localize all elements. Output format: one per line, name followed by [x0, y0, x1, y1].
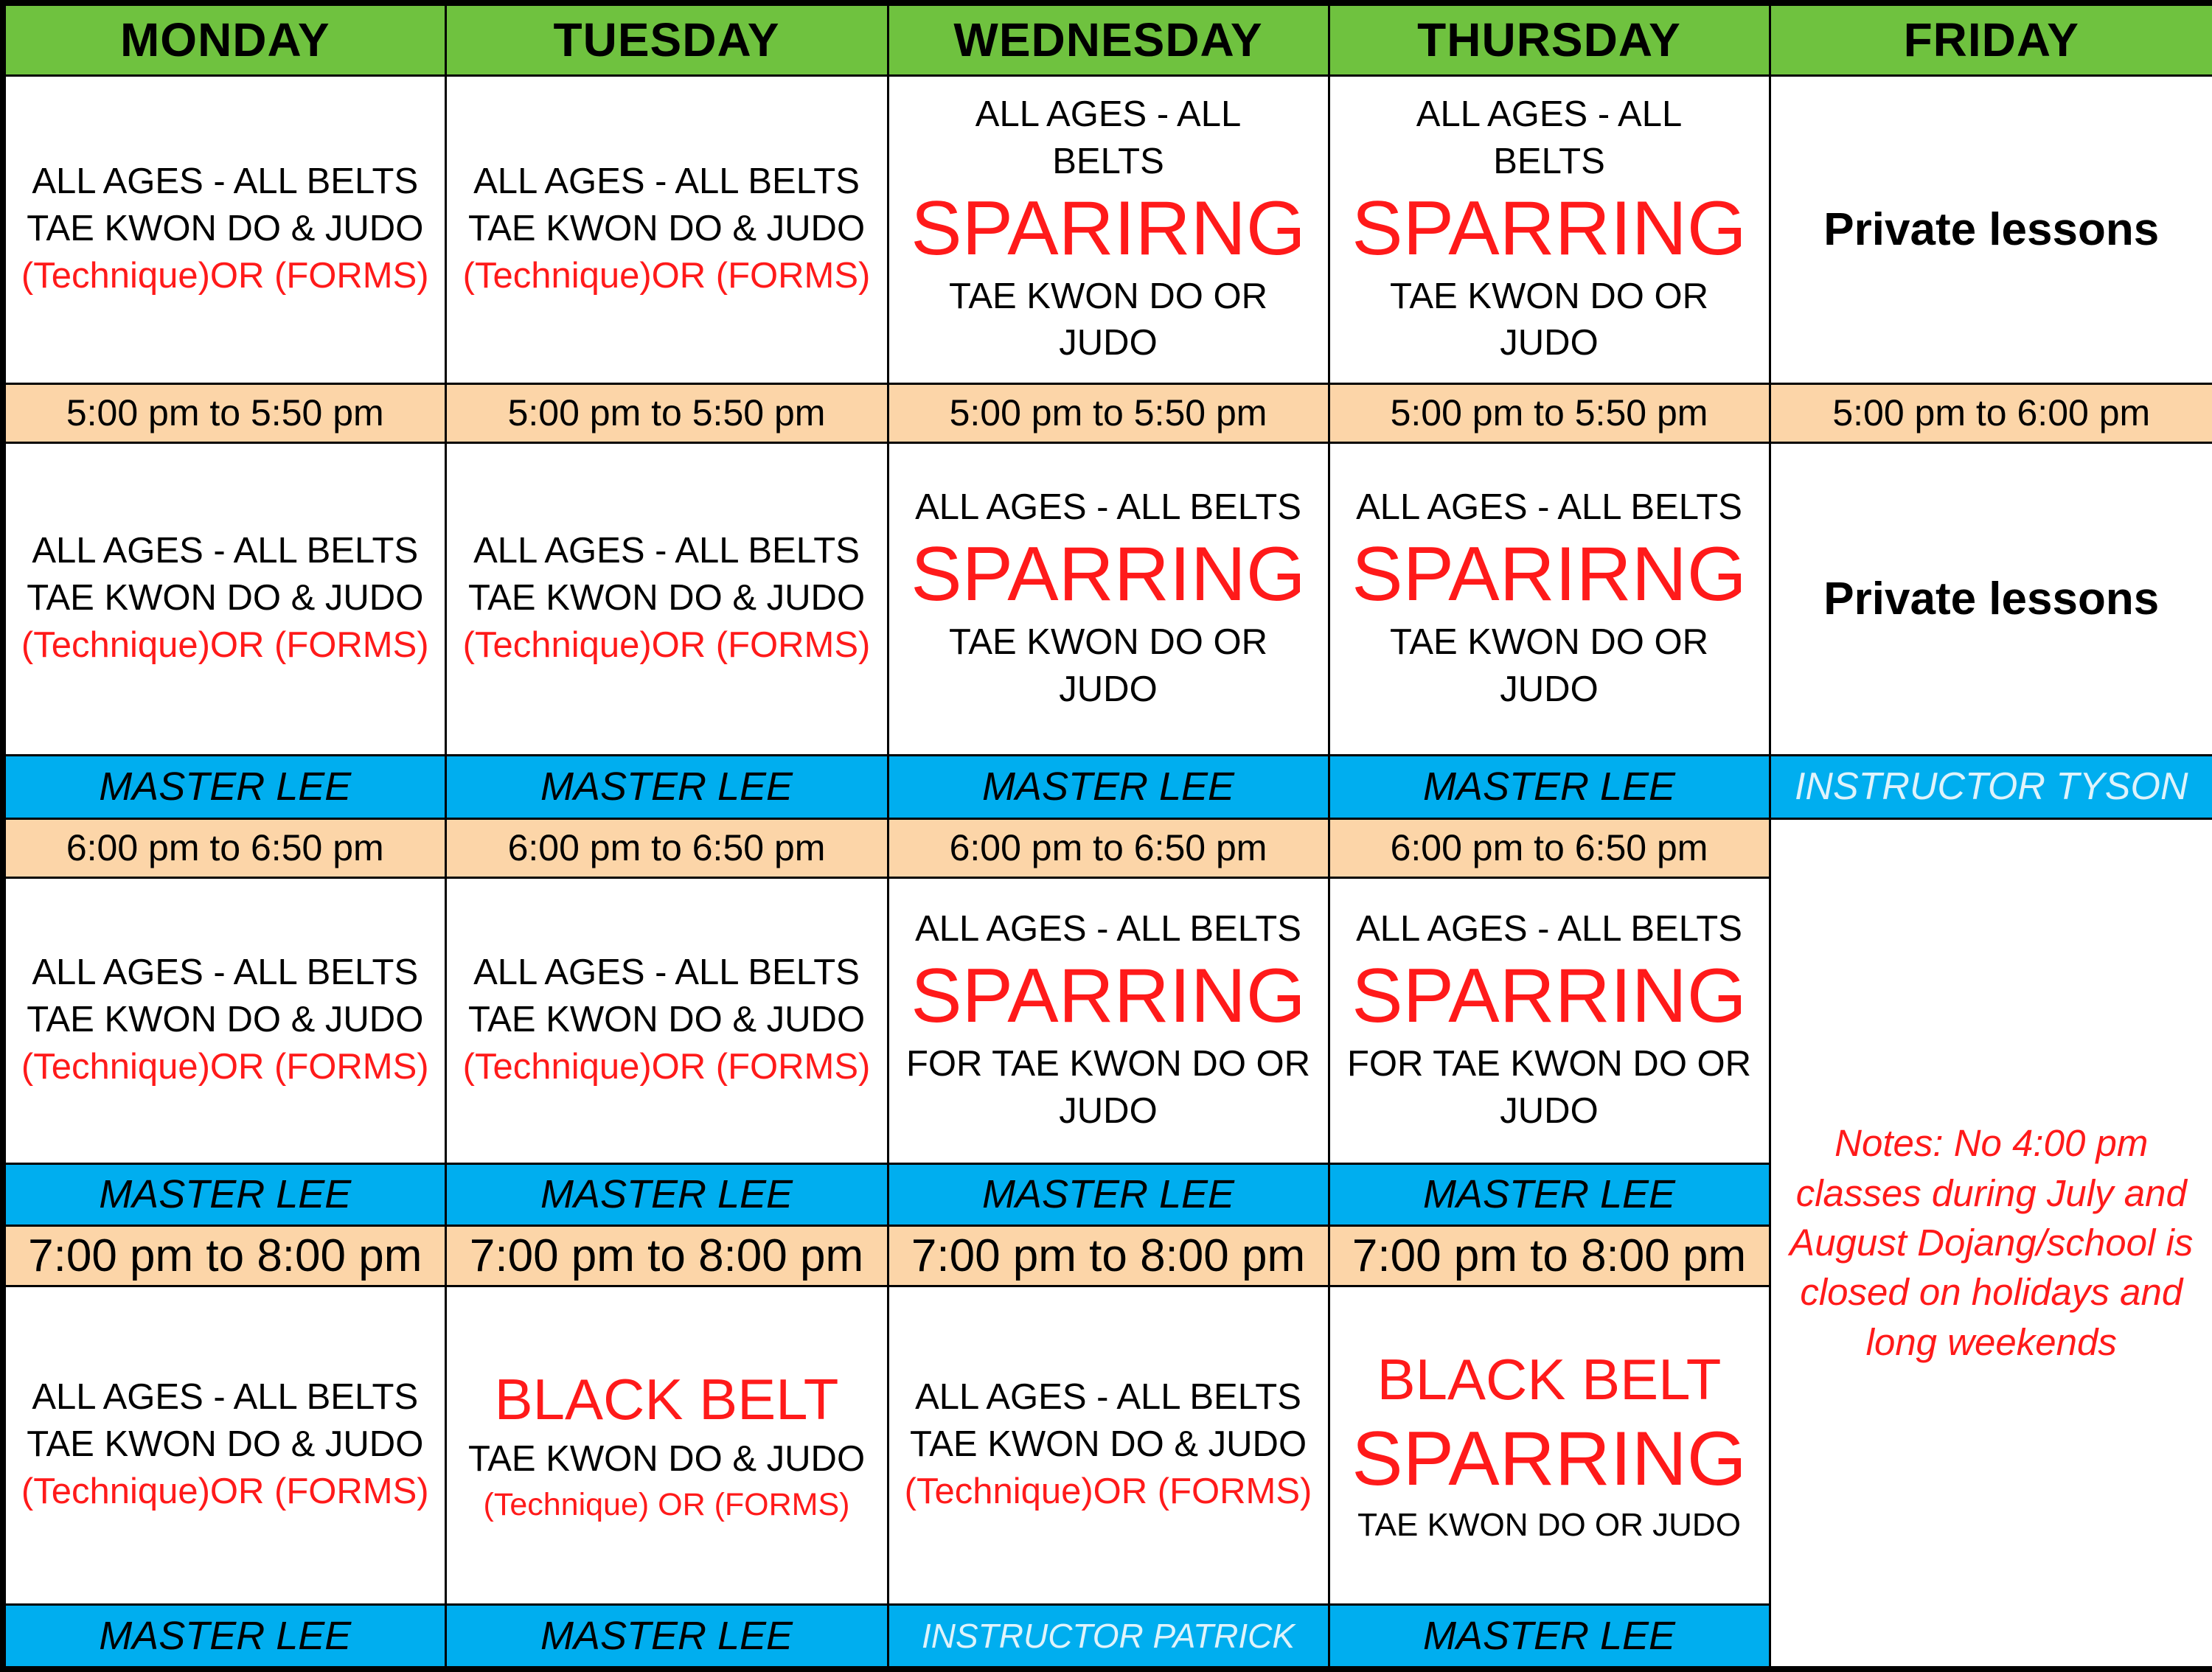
private-lessons-cell-fri-1: Private lessons [1770, 75, 2212, 383]
class-cell-mon-2 [3, 442, 445, 755]
class-type-title: SPARIRNG [889, 185, 1328, 274]
class-level-title: BLACK BELT [1330, 1344, 1769, 1416]
class-row-2 [3, 442, 2212, 755]
class-type-title: SPARIRNG [1330, 531, 1769, 619]
audience-text: ALL AGES - ALL BELTS [6, 1374, 445, 1421]
time-slot-tue-1: 5:00 pm to 5:50 pm [445, 383, 888, 442]
class-cell-tue-4 [445, 1286, 888, 1604]
focus-text: (Technique)OR (FORMS) [6, 1469, 445, 1516]
audience-text: ALL AGES - ALL BELTS [889, 1374, 1328, 1421]
class-cell-tue-2 [445, 442, 888, 755]
focus-text: (Technique)OR (FORMS) [447, 253, 887, 300]
class-cell-wed-3 [888, 877, 1329, 1163]
discipline-text-cont: JUDO [1330, 666, 1769, 714]
discipline-text: TAE KWON DO & JUDO [447, 1436, 887, 1483]
instructor-thu-3: MASTER LEE [1329, 1604, 1770, 1669]
time-slot-wed-1: 5:00 pm to 5:50 pm [888, 383, 1329, 442]
focus-text: (Technique)OR (FORMS) [447, 622, 887, 669]
class-type-title: SPARRING [1330, 1415, 1769, 1504]
class-cell-tue-3 [445, 877, 888, 1163]
audience-text: ALL AGES - ALL BELTS [889, 906, 1328, 953]
instructor-fri-1: INSTRUCTOR TYSON [1770, 755, 2212, 818]
discipline-text: FOR TAE KWON DO OR [889, 1041, 1328, 1088]
discipline-text-cont: JUDO [889, 1088, 1328, 1135]
focus-text: (Technique)OR (FORMS) [889, 1469, 1328, 1516]
discipline-text: TAE KWON DO & JUDO [447, 206, 887, 253]
instructor-wed-2: MASTER LEE [888, 1163, 1329, 1225]
focus-text: (Technique)OR (FORMS) [447, 1044, 887, 1091]
time-slot-wed-3: 7:00 pm to 8:00 pm [888, 1225, 1329, 1286]
discipline-text: TAE KWON DO & JUDO [6, 1421, 445, 1469]
focus-text: (Technique)OR (FORMS) [6, 253, 445, 300]
class-cell-mon-1 [3, 75, 445, 383]
audience-text: ALL AGES - ALL BELTS [6, 159, 445, 206]
class-cell-wed-4 [888, 1286, 1329, 1604]
focus-text: (Technique) OR (FORMS) [447, 1483, 887, 1526]
focus-text: (Technique)OR (FORMS) [6, 1044, 445, 1091]
instructor-tue-1: MASTER LEE [445, 755, 888, 818]
day-header-friday: FRIDAY [1770, 3, 2212, 75]
audience-text: ALL AGES - ALL BELTS [6, 528, 445, 575]
class-cell-wed-2 [888, 442, 1329, 755]
instructor-row-1 [3, 755, 2212, 818]
time-row-1 [3, 383, 2212, 442]
discipline-text: TAE KWON DO OR [1330, 274, 1769, 321]
audience-text-cont: BELTS [889, 139, 1328, 186]
instructor-tue-2: MASTER LEE [445, 1163, 888, 1225]
class-cell-thu-2 [1329, 442, 1770, 755]
notes-cell-fri [1770, 818, 2212, 1669]
class-row-1 [3, 75, 2212, 383]
class-cell-thu-4 [1329, 1286, 1770, 1604]
discipline-text: TAE KWON DO & JUDO [6, 206, 445, 253]
discipline-text-cont: JUDO [889, 320, 1328, 367]
time-slot-thu-1: 5:00 pm to 5:50 pm [1329, 383, 1770, 442]
audience-text: ALL AGES - ALL BELTS [447, 159, 887, 206]
day-header-monday: MONDAY [3, 3, 445, 75]
audience-text-cont: BELTS [1330, 139, 1769, 186]
discipline-text-cont: JUDO [1330, 1088, 1769, 1135]
time-slot-mon-1: 5:00 pm to 5:50 pm [3, 383, 445, 442]
class-cell-thu-1 [1329, 75, 1770, 383]
time-slot-thu-3: 7:00 pm to 8:00 pm [1329, 1225, 1770, 1286]
day-header-row [3, 3, 2212, 75]
discipline-text: TAE KWON DO OR [889, 619, 1328, 666]
focus-text: (Technique)OR (FORMS) [6, 622, 445, 669]
class-cell-tue-1 [445, 75, 888, 383]
discipline-text: TAE KWON DO OR JUDO [1330, 1504, 1769, 1546]
instructor-wed-3: INSTRUCTOR PATRICK [888, 1604, 1329, 1669]
private-lessons-cell-fri-2: Private lessons [1770, 442, 2212, 755]
discipline-text: TAE KWON DO & JUDO [6, 997, 445, 1044]
audience-text: ALL AGES - ALL [1330, 91, 1769, 139]
day-header-tuesday: TUESDAY [445, 3, 888, 75]
audience-text: ALL AGES - ALL BELTS [447, 528, 887, 575]
audience-text: ALL AGES - ALL BELTS [1330, 484, 1769, 532]
discipline-text: TAE KWON DO & JUDO [447, 997, 887, 1044]
class-cell-wed-1 [888, 75, 1329, 383]
class-type-title: SPARRING [1330, 952, 1769, 1041]
day-header-thursday: THURSDAY [1329, 3, 1770, 75]
audience-text: ALL AGES - ALL BELTS [447, 950, 887, 997]
time-slot-fri-1: 5:00 pm to 6:00 pm [1770, 383, 2212, 442]
audience-text: ALL AGES - ALL [889, 91, 1328, 139]
day-header-wednesday: WEDNESDAY [888, 3, 1329, 75]
class-type-title: SPARRING [1330, 185, 1769, 274]
discipline-text: TAE KWON DO OR [889, 274, 1328, 321]
instructor-mon-3: MASTER LEE [3, 1604, 445, 1669]
class-cell-thu-3 [1329, 877, 1770, 1163]
time-slot-mon-2: 6:00 pm to 6:50 pm [3, 818, 445, 877]
instructor-tue-3: MASTER LEE [445, 1604, 888, 1669]
instructor-wed-1: MASTER LEE [888, 755, 1329, 818]
instructor-mon-2: MASTER LEE [3, 1163, 445, 1225]
instructor-thu-2: MASTER LEE [1329, 1163, 1770, 1225]
class-type-title: SPARRING [889, 531, 1328, 619]
audience-text: ALL AGES - ALL BELTS [6, 950, 445, 997]
discipline-text: TAE KWON DO & JUDO [6, 575, 445, 622]
audience-text: ALL AGES - ALL BELTS [889, 484, 1328, 532]
time-slot-thu-2: 6:00 pm to 6:50 pm [1329, 818, 1770, 877]
discipline-text-cont: JUDO [1330, 320, 1769, 367]
time-slot-wed-2: 6:00 pm to 6:50 pm [888, 818, 1329, 877]
discipline-text: TAE KWON DO & JUDO [889, 1421, 1328, 1469]
time-slot-tue-2: 6:00 pm to 6:50 pm [445, 818, 888, 877]
audience-text: ALL AGES - ALL BELTS [1330, 906, 1769, 953]
class-cell-mon-4 [3, 1286, 445, 1604]
discipline-text: TAE KWON DO & JUDO [447, 575, 887, 622]
discipline-text: FOR TAE KWON DO OR [1330, 1041, 1769, 1088]
schedule-notes: Notes: No 4:00 pm classes during July and August Dojang/school is closed on holidays and long weekends [1771, 1118, 2212, 1367]
instructor-mon-1: MASTER LEE [3, 755, 445, 818]
time-row-2 [3, 818, 2212, 877]
class-level-title: BLACK BELT [447, 1364, 887, 1436]
time-slot-tue-3: 7:00 pm to 8:00 pm [445, 1225, 888, 1286]
instructor-thu-1: MASTER LEE [1329, 755, 1770, 818]
class-type-title: SPARRING [889, 952, 1328, 1041]
discipline-text: TAE KWON DO OR [1330, 619, 1769, 666]
time-slot-mon-3: 7:00 pm to 8:00 pm [3, 1225, 445, 1286]
discipline-text-cont: JUDO [889, 666, 1328, 714]
class-cell-mon-3 [3, 877, 445, 1163]
